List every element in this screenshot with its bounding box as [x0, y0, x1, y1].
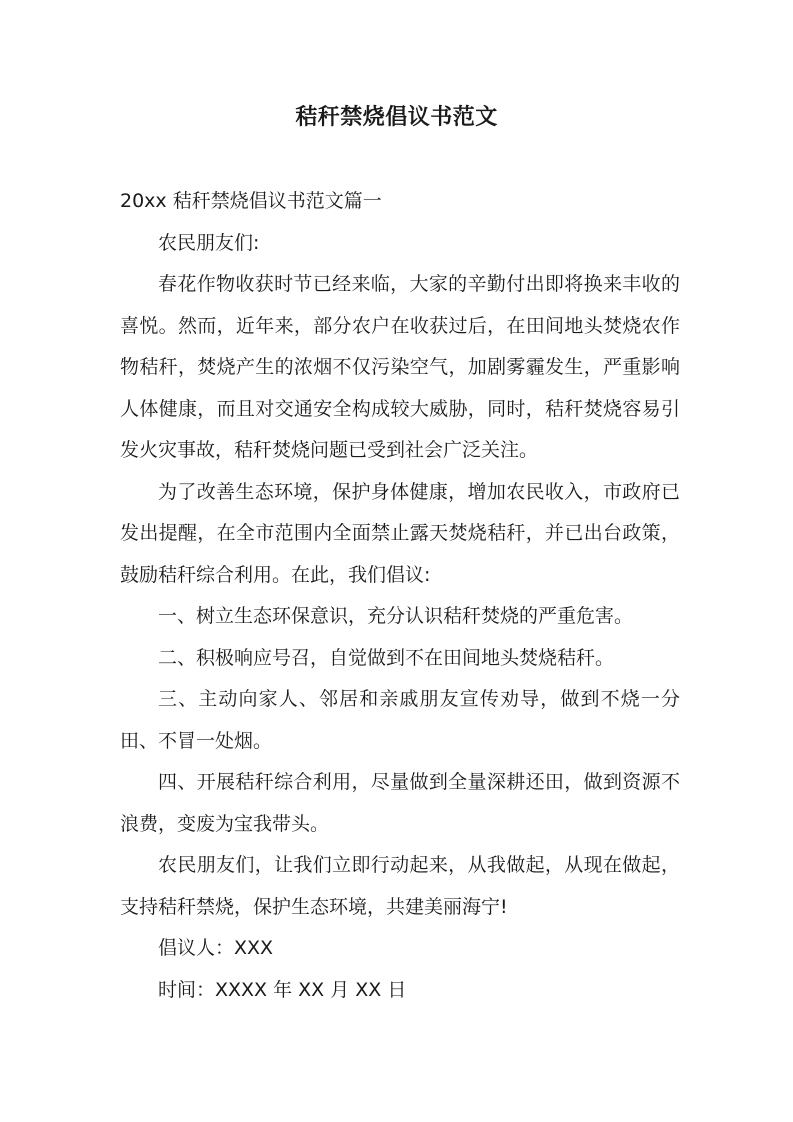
proposal-item-2: 二、积极响应号召，自觉做到不在田间地头焚烧秸秆。 [158, 646, 615, 669]
proposal-item-4: 四、开展秸秆综合利用，尽量做到全量深耕还田，做到资源不浪费，变废为宝我带头。 [120, 771, 680, 835]
document-subtitle: 20xx 秸秆禁烧倡议书范文篇一 [120, 190, 382, 212]
document-title: 秸秆禁烧倡议书范文 [295, 105, 498, 130]
proposal-item-3: 三、主动向家人、邻居和亲戚朋友宣传劝导，做到不烧一分田、不冒一处烟。 [120, 688, 680, 752]
proposer-line: 倡议人：XXX [158, 937, 274, 959]
paragraph-policy: 为了改善生态环境，保护身体健康，增加农民收入，市政府已发出提醒，在全市范围内全面禁止露天焚烧秸秆，并已出台政策，鼓励秸秆综合利用。在此，我们倡议: [120, 480, 680, 586]
document-body [120, 181, 680, 1011]
paragraph-intro: 春花作物收获时节已经来临，大家的辛勤付出即将换来丰收的喜悦。然而，近年来，部分农户在收获过后，在田间地头焚烧农作物秸秆，焚烧产生的浓烟不仅污染空气，加剧雾霾发生，严重影响人体健康，而且对交通安全构成较大威胁，同时，秸秆焚烧容易引发火灾事故，秸秆焚烧问题已受到社会广泛关注。 [120, 273, 680, 461]
date-line: 时间：XXXX 年 XX 月 XX 日 [158, 978, 407, 1001]
salutation: 农民朋友们: [158, 231, 260, 254]
paragraph-closing: 农民朋友们，让我们立即行动起来，从我做起，从现在做起，支持秸秆禁烧，保护生态环境，共建美丽海宁! [120, 854, 680, 918]
proposal-item-1: 一、树立生态环保意识，充分认识秸秆焚烧的严重危害。 [158, 605, 634, 627]
